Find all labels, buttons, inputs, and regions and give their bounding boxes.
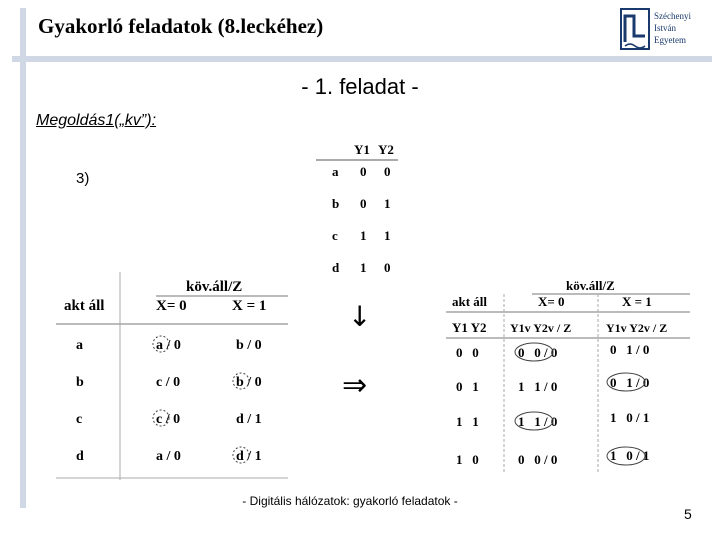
subheader-x1: Y1v Y2v / Z [606, 321, 668, 335]
table-row [456, 342, 649, 361]
table-row [332, 164, 391, 179]
table-row [332, 196, 391, 211]
table-row [456, 410, 649, 430]
next-code-cell: 0 1 / 0 [610, 342, 650, 357]
logo-line-2: István [654, 23, 676, 33]
subheader-x0: Y1v Y2v / Z [510, 321, 572, 335]
state-transition-table [56, 272, 288, 480]
state-code-cell: 0 0 [456, 345, 479, 360]
university-logo [620, 8, 712, 52]
value-cell: 0 [384, 260, 391, 275]
table-header-y1: Y1 [354, 142, 370, 157]
next-code-cell: 1 0 / 1 [610, 448, 650, 463]
solution-label: Megoldás1(„kv”): [36, 112, 157, 129]
logo-text [654, 10, 691, 46]
logo-line-1: Széchenyi [654, 11, 691, 21]
state-cell: d [332, 260, 340, 275]
state-cell: d [76, 449, 84, 464]
next-state-cell: c / 0 [156, 412, 181, 427]
next-state-cell: c / 0 [156, 375, 181, 390]
value-cell: 1 [384, 196, 391, 211]
value-cell: 0 [360, 196, 367, 211]
next-state-cell: d / 1 [236, 412, 262, 427]
next-code-cell: 0 0 / 0 [518, 345, 558, 360]
next-code-cell: 0 1 / 0 [610, 375, 650, 390]
next-state-cell: b / 0 [236, 338, 262, 353]
value-cell: 0 [384, 164, 391, 179]
exercise-title: - 1. feladat - [301, 74, 419, 99]
state-encoding-table [316, 138, 406, 278]
table-row [456, 447, 649, 467]
page-number: 5 [684, 506, 692, 522]
column-header-x1: X = 1 [622, 294, 652, 309]
page-title: Gyakorló feladatok (8.leckéhez) [38, 14, 324, 38]
table-row [332, 228, 391, 243]
next-state-cell: a / 0 [156, 338, 181, 353]
table-row [76, 336, 262, 353]
step-label: 3) [76, 170, 90, 187]
state-cell: b [76, 375, 84, 390]
implies-arrow-icon: ⇒ [342, 368, 368, 403]
next-state-cell: a / 0 [156, 449, 181, 464]
column-header-x1: X = 1 [232, 298, 267, 314]
column-header-x0: X= 0 [538, 294, 565, 309]
header-divider [12, 56, 712, 62]
table-header-y2: Y2 [378, 142, 394, 157]
state-code-cell: 0 1 [456, 379, 479, 394]
group-header: köv.áll/Z [186, 279, 243, 295]
next-code-cell: 1 0 / 1 [610, 410, 650, 425]
column-header-x0: X= 0 [156, 298, 187, 314]
footer-text: - Digitális hálózatok: gyakorló feladatok - [242, 494, 458, 508]
state-cell: c [76, 412, 83, 427]
state-cell: a [76, 338, 83, 353]
value-cell: 1 [360, 228, 367, 243]
table-row [76, 373, 262, 390]
value-cell: 1 [360, 260, 367, 275]
column-header-state: akt áll [452, 294, 488, 309]
state-code-cell: 1 0 [456, 452, 479, 467]
next-code-cell: 0 0 / 0 [518, 452, 558, 467]
state-cell: a [332, 164, 339, 179]
down-arrow-icon: ↓ [348, 300, 372, 333]
subheader-state: Y1 Y2 [452, 320, 487, 335]
state-cell: b [332, 196, 340, 211]
value-cell: 0 [360, 164, 367, 179]
logo-icon [620, 8, 650, 50]
state-code-cell: 1 1 [456, 414, 479, 429]
next-code-cell: 1 1 / 0 [518, 414, 558, 429]
table-row [456, 373, 649, 394]
table-row [332, 260, 391, 275]
column-header-state: akt áll [64, 298, 105, 314]
next-state-cell: d / 1 [236, 449, 262, 464]
table-row [76, 447, 262, 464]
table-row [76, 410, 262, 427]
logo-line-3: Egyetem [654, 35, 686, 45]
next-state-cell: b / 0 [236, 375, 262, 390]
value-cell: 1 [384, 228, 391, 243]
encoded-transition-table [446, 276, 690, 472]
next-code-cell: 1 1 / 0 [518, 379, 558, 394]
state-cell: c [332, 228, 338, 243]
group-header: köv.áll/Z [566, 278, 615, 293]
